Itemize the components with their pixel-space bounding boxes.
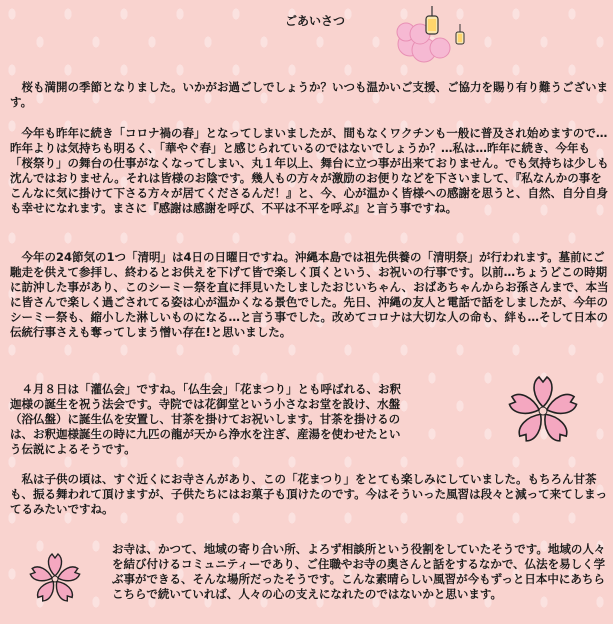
paragraph-6: お寺は、かつて、地域の寄り合い所、よろず相談所という役割をしていたそうです。地域の人々を結び付けるコミュニティーであり、ご住職やお寺の奥さんと話をするなかで、仏法を易しく学ぶ事ができる、そんな場所だったそうです。こんな素晴らしい風習が今もずっと日本中にあちらこちらで続いていれば、人々の心の支えになれたのではないかと思います。	[112, 542, 606, 601]
page-title: ごあいさつ	[285, 14, 346, 28]
sakura-flower-icon	[28, 552, 82, 606]
lantern-decoration	[392, 4, 472, 66]
paragraph-3: 今年の24節気の1つ「清明」は4日の日曜日ですね。沖縄本島では祖先供養の「清明祭」が行われます。墓前にご馳走を供えて参拝し、終わるとお供えを下げて皆で楽しく頂くという、お祝いの行事です。以前…ちょうどこの時期に訪沖した事があり、このシーミー祭を直に拝見いたしましたおじいちゃん、おばあちゃんからお孫さんまで、本当に皆さんで楽しく過ごされてる姿は心が温かくなる景色でした。先日、沖縄の友人と電話で話をしましたが、今年のシーミー祭も、縮小した淋しいものになる…と言う事でした。改めてコロナは大切な人の命も、絆も…そして日本の伝統行事さえも奪ってしまう憎い存在!と思いました。	[10, 250, 609, 339]
paragraph-5: 私は子供の頃は、すぐ近くにお寺さんがあり、この「花まつり」をとても楽しみにしていました。もちろん甘茶も、振る舞われて頂けますが、子供たちにはお菓子も頂けたのです。今はそういった風習は段々と減って来てしまってるみたいですね。	[10, 472, 608, 516]
paragraph-2: 今年も昨年に続き「コロナ禍の春」となってしまいましたが、間もなくワクチンも一般に普及され始めますので…昨年よりは気持ちも明るく、「華やぐ春」と感じられているのではないでしょうか？…私は…昨年に続き、今年も「桜祭り」の舞台の仕事がなくなってしまい、丸１年以上、舞台に立つ事が出来ておりません。でも気持ちは少しも沈んではおりません。それは皆様のお陰です。幾人もの方々が激励のお便りなどを下さいまして、『私なんかの事をこんなに気に掛けて下さる方々が居てくださるんだ！』と、今、心が温かく皆様への感謝を思うと、自然、自分自身も幸せになれます。まさに『感謝は感謝を呼び、不平は不平を呼ぶ』と言う事ですね。	[10, 126, 609, 215]
sakura-flower-icon	[506, 374, 580, 448]
paragraph-4: ４月８日は「灌仏会」ですね。「仏生会」「花まつり」とも呼ばれる、お釈迦様の誕生を祝う法会です。寺院では花御堂という小さなお堂を設け、水盤（浴仏盤）に誕生仏を安置し、甘茶を掛けてお祝いします。甘茶を掛けるのは、お釈迦様誕生の時に九匹の龍が天から浄水を注ぎ、産湯を使わせたという伝説によるそうです。	[10, 382, 401, 456]
paragraph-1: 桜も満開の季節となりました。いかがお過ごしでしょうか？いつも温かいご支援、ご協力を賜り有り難うございます。	[10, 80, 608, 109]
